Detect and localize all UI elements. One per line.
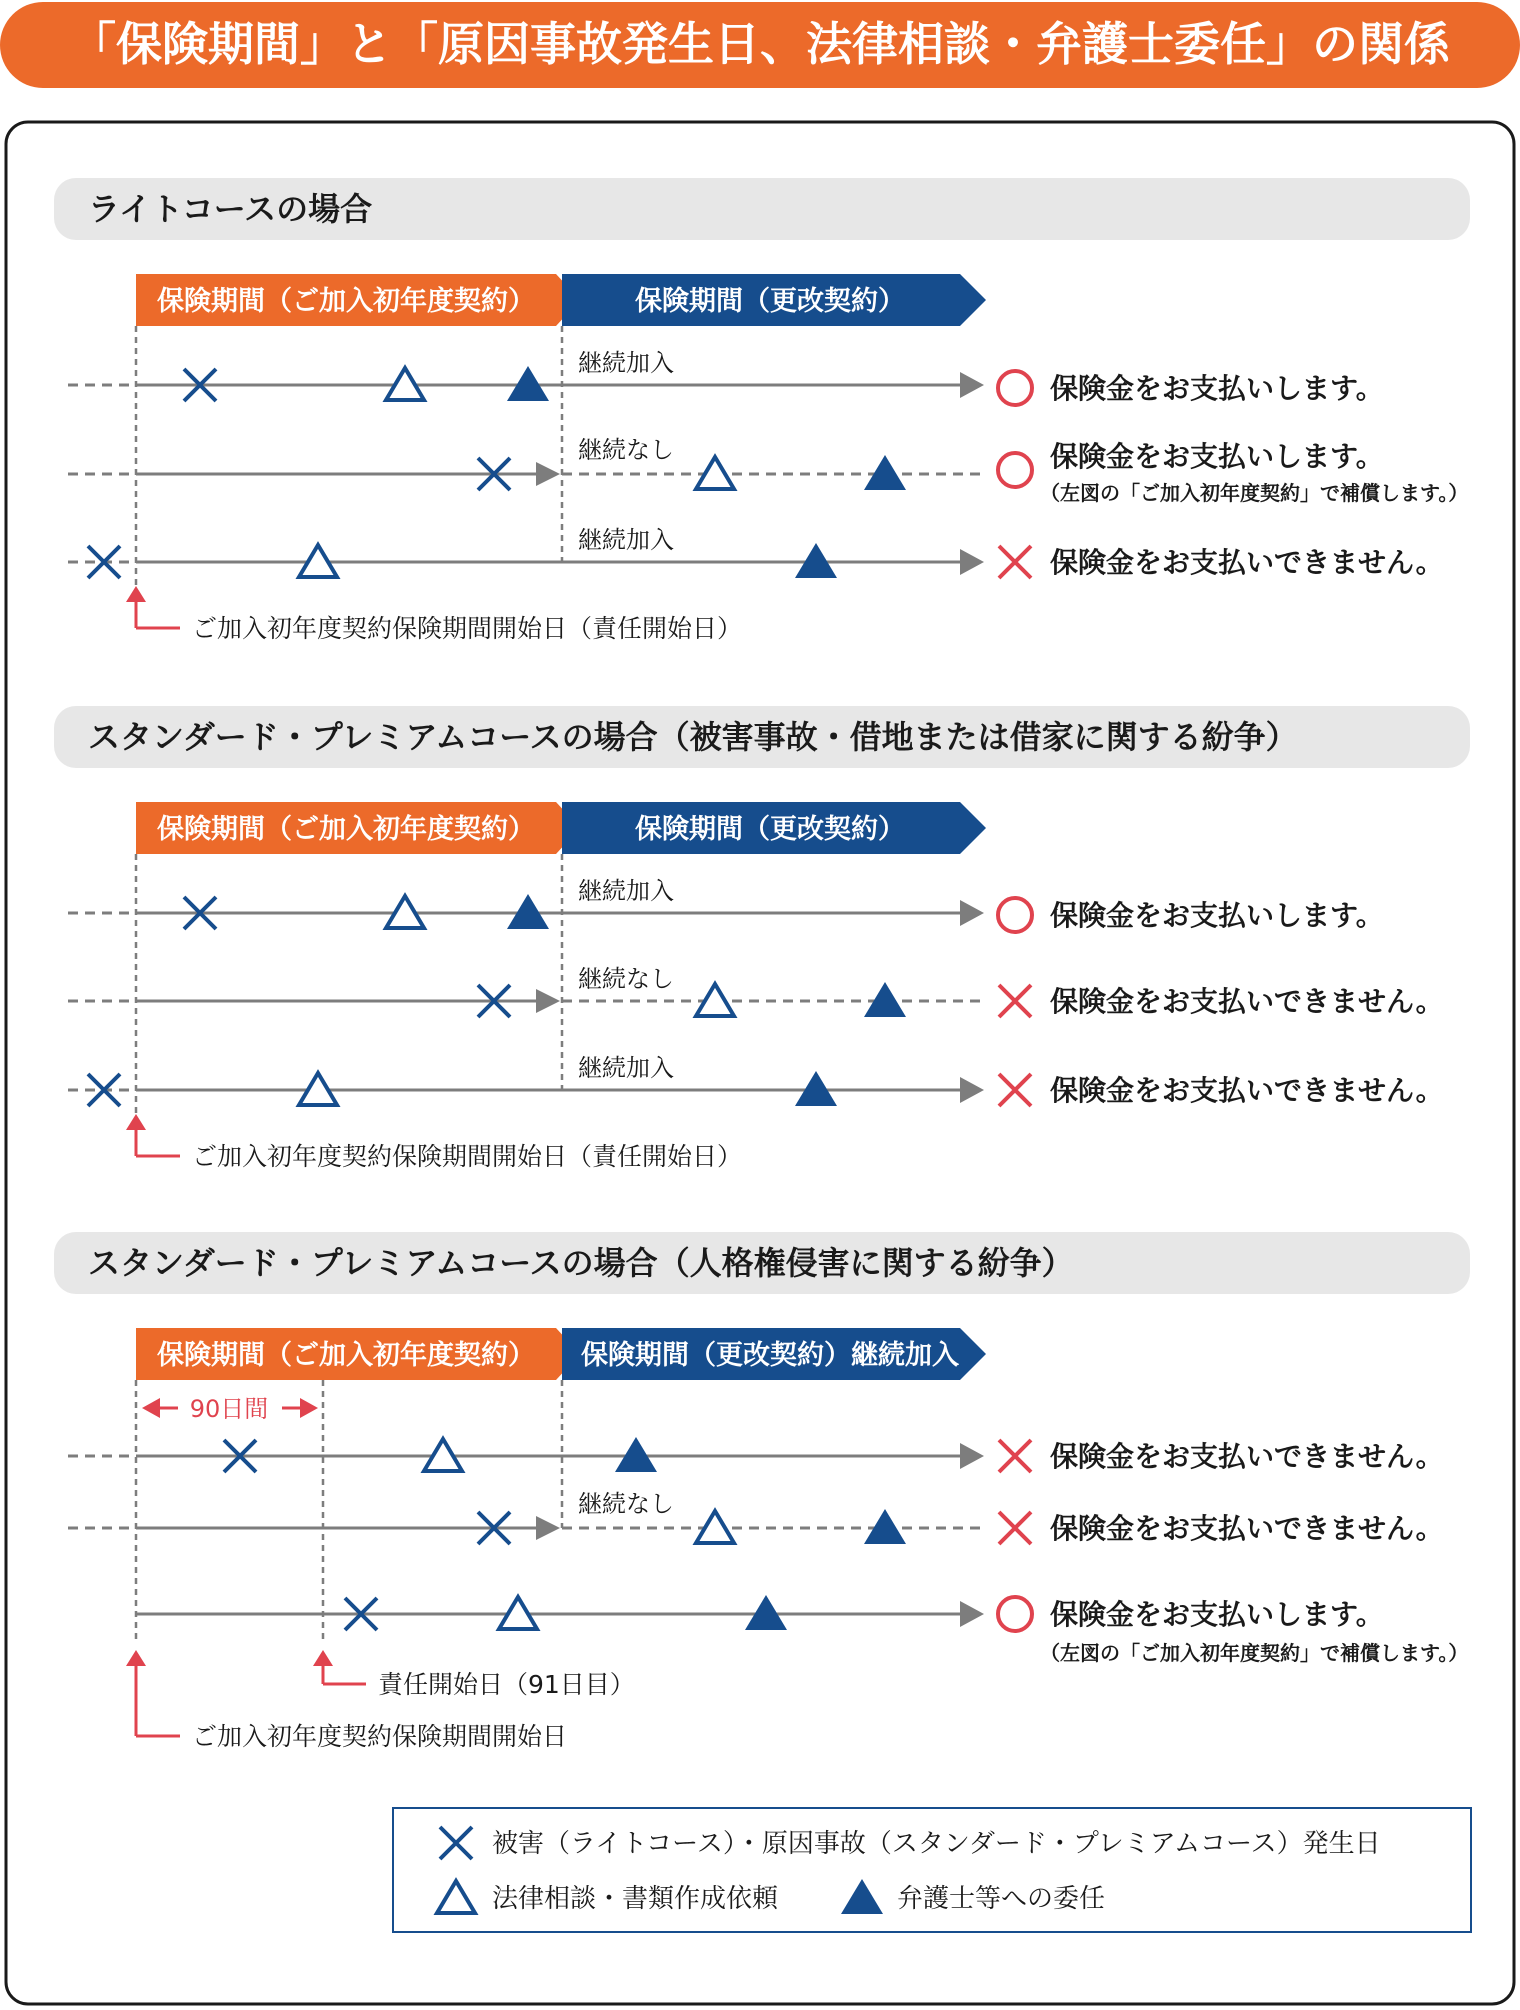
legend-open-triangle-label: 法律相談・書類作成依頼 (492, 1884, 779, 1914)
period-initial-label: 保険期間（ご加入初年度契約） (157, 814, 535, 845)
row-result: 保険金をお支払いできません。 (1050, 985, 1444, 1018)
section-heading: スタンダード・プレミアムコースの場合（人格権侵害に関する紛争） (88, 1244, 1074, 1282)
section-heading: ライトコースの場合 (88, 190, 373, 228)
row-note: （左図の「ご加入初年度契約」で補償します。） (1040, 1641, 1469, 1665)
start-label: ご加入初年度契約保険期間開始日（責任開始日） (192, 1142, 743, 1171)
period-renewal-label: 保険期間（更改契約）継続加入 (581, 1340, 959, 1371)
row-label: 継続加入 (578, 526, 674, 554)
start-label: ご加入初年度契約保険期間開始日 (192, 1722, 568, 1751)
period-renewal-label: 保険期間（更改契約） (635, 814, 905, 845)
row-label: 継続加入 (578, 1054, 674, 1082)
period-initial-label: 保険期間（ご加入初年度契約） (157, 286, 535, 317)
row-result: 保険金をお支払いできません。 (1050, 1512, 1444, 1545)
row-label: 継続加入 (578, 349, 674, 377)
row-result: 保険金をお支払いします。 (1050, 899, 1384, 932)
row-result: 保険金をお支払いできません。 (1050, 546, 1444, 579)
start-label: ご加入初年度契約保険期間開始日（責任開始日） (192, 614, 743, 643)
row-result: 保険金をお支払いします。 (1050, 372, 1384, 405)
row-label: 継続なし (578, 1490, 674, 1518)
section-heading: スタンダード・プレミアムコースの場合（被害事故・借地または借家に関する紛争） (88, 718, 1298, 756)
legend-filled-triangle-label: 弁護士等への委任 (897, 1884, 1106, 1914)
row-note: （左図の「ご加入初年度契約」で補償します。） (1040, 481, 1469, 505)
period-renewal-label: 保険期間（更改契約） (635, 286, 905, 317)
row-result: 保険金をお支払いします。 (1050, 1598, 1384, 1631)
row-result: 保険金をお支払いできません。 (1050, 1074, 1444, 1107)
row-label: 継続なし (578, 965, 674, 993)
legend (393, 1808, 1471, 1932)
page-title: 「保険期間」と「原因事故発生日、法律相談・弁護士委任」の関係 (70, 17, 1450, 71)
row-result: 保険金をお支払いします。 (1050, 440, 1384, 473)
row-label: 継続加入 (578, 877, 674, 905)
legend-cross-label: 被害（ライトコース）・原因事故（スタンダード・プレミアムコース）発生日 (492, 1829, 1381, 1859)
row-result: 保険金をお支払いできません。 (1050, 1440, 1444, 1473)
days-label: 90日間 (189, 1395, 269, 1423)
row-label: 継続なし (578, 436, 674, 464)
responsibility-label: 責任開始日（91日目） (378, 1670, 635, 1699)
period-initial-label: 保険期間（ご加入初年度契約） (157, 1340, 535, 1371)
